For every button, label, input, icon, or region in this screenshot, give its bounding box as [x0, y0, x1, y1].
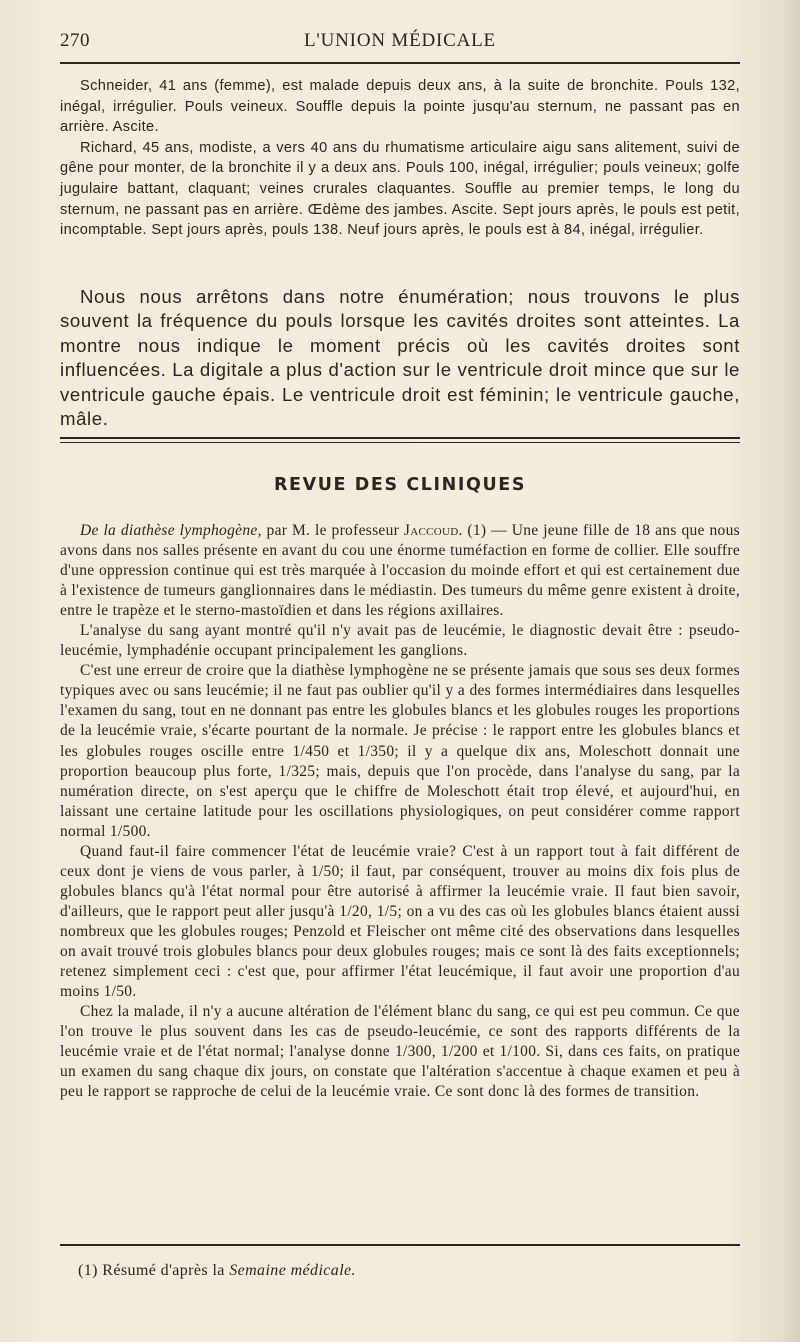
case-reports	[60, 76, 740, 241]
article-title: De la diathèse lymphogène,	[80, 522, 262, 539]
running-head	[60, 30, 740, 60]
conclusion-block	[60, 285, 740, 431]
review-lead-paragraph	[60, 521, 740, 621]
section-divider	[60, 437, 740, 443]
review-paragraph-3: C'est une erreur de croire que la diathèse lymphogène ne se présente jamais que sous ses deux formes typiques avec ou sans leucémie; il ne faut pas oublier qu'il y a des formes intermédiaires dans lesquelles l'examen du sang, tout en ne donnant pas entre les globules blancs et les globules rouges les proportions de la leucémie vraie, s'écarte pourtant de la normale. Je précise : le rapport entre les globules blancs et les globules rouges oscille entre 1/450 et 1/350; il y a quelque dix ans, Moleschott donnait une proportion beaucoup plus forte, 1/325; mais, depuis que l'on procède, dans l'analyse du sang, par la numération directe, on s'est aperçu que le chiffre de Moleschott était trop élevé, et aujourd'hui, en laissant une certaine latitude pour les oscillations physiologiques, on peut considérer comme rapport normal 1/500.	[60, 662, 740, 840]
byline-text: par M. le professeur	[261, 522, 404, 539]
case-richard: Richard, 45 ans, modiste, a vers 40 ans du rhumatisme articulaire aigu sans alitement, suivi de gêne pour monter, de la bronchite il y a deux ans. Pouls 100, inégal, irrégulier; pouls veineux; golfe jugulaire battant, claquant; veines crurales claquantes. Souffle au premier temps, le long du sternum, ne passant pas en arrière. Œdème des jambes. Ascite. Sept jours après, le pouls est petit, incomptable. Sept jours après, pouls 138. Neuf jours après, le pouls est à 84, inégal, irrégulier.	[60, 139, 740, 239]
footnote-text: (1) Résumé d'après la	[78, 1262, 230, 1279]
footnote	[78, 1262, 356, 1280]
clinical-review	[60, 521, 740, 1102]
journal-title: L'UNION MÉDICALE	[304, 30, 496, 51]
review-paragraph-5: Chez la malade, il n'y a aucune altération de l'élément blanc du sang, ce qui est peu commun. Ce que l'on trouve le plus souvent dans les cas de pseudo-leucémie, ce sont des rapports différents de la leucémie vraie et de l'état normal; l'analyse donne 1/300, 1/200 et 1/100. Si, dans ces faits, on pratique un examen du sang chaque dix jours, on constate que l'altération s'accentue à chaque examen et peu à peu le rapport se rapproche de celui de la leucémie vraie. Ce sont donc là des formes de transition.	[60, 1003, 740, 1101]
lead-text: . (1) — Une jeune fille de 18 ans que nous avons dans nos salles présente en avant du cou une énorme tuméfaction en forme de collier. Elle souffre d'une oppression continue qui est très marquée à l'occasion du moinde effort et qui est certainement due à l'existence de tumeurs ganglionnaires dans le médiastin. Des tumeurs du même genre existent à droite, entre le trapèze et le sterno-mastoïdien et dans les régions axillaires.	[60, 522, 740, 620]
review-paragraph-2: L'analyse du sang ayant montré qu'il n'y avait pas de leucémie, le diagnostic devait être : pseudo-leucémie, lymphadénie occupant principalement les ganglions.	[60, 622, 740, 660]
section-title: REVUE DES CLINIQUES	[273, 475, 527, 495]
page-number: 270	[60, 30, 90, 51]
header-rule	[60, 62, 740, 64]
footnote-source: Semaine médicale.	[229, 1262, 356, 1279]
case-schneider: Schneider, 41 ans (femme), est malade depuis deux ans, à la suite de bronchite. Pouls 132, inégal, irrégulier. Pouls veineux. Souffle depuis la pointe jusqu'au sternum, ne passant pas en arrière. Ascite.	[60, 78, 740, 136]
author-name: Jaccoud	[403, 522, 459, 539]
conclusion-paragraph: Nous nous arrêtons dans notre énumération; nous trouvons le plus souvent la fréquence du pouls lorsque les cavités droites sont atteintes. La montre nous indique le moment précis où les cavités droites sont influencées. La digitale a plus d'action sur le ventricule droit mince que sur le ventricule gauche épais. Le ventricule droit est féminin; le ventricule gauche, mâle.	[60, 286, 740, 430]
review-paragraph-4: Quand faut-il faire commencer l'état de leucémie vraie? C'est à un rapport tout à fait différent de ceux dont je viens de vous parler, à 1/50; il faut, par conséquent, trouver au moins dix fois plus de globules blancs qu'à l'état normal pour être autorisé à affirmer la leucémie vraie. Il faut bien savoir, d'ailleurs, que le rapport peut aller jusqu'à 1/20, 1/5; on a vu des cas où les globules blancs étaient aussi nombreux que les globules rouges; Penzold et Fleischer ont même cité des observations dans lesquelles on avait trouvé trois globules blancs pour deux globules rouges; mais ce sont là des faits exceptionnels; retenez simplement ceci : c'est que, pour affirmer l'état leucémique, il faut avoir une proportion d'au moins 1/50.	[60, 842, 740, 1001]
footnote-rule	[60, 1244, 740, 1246]
